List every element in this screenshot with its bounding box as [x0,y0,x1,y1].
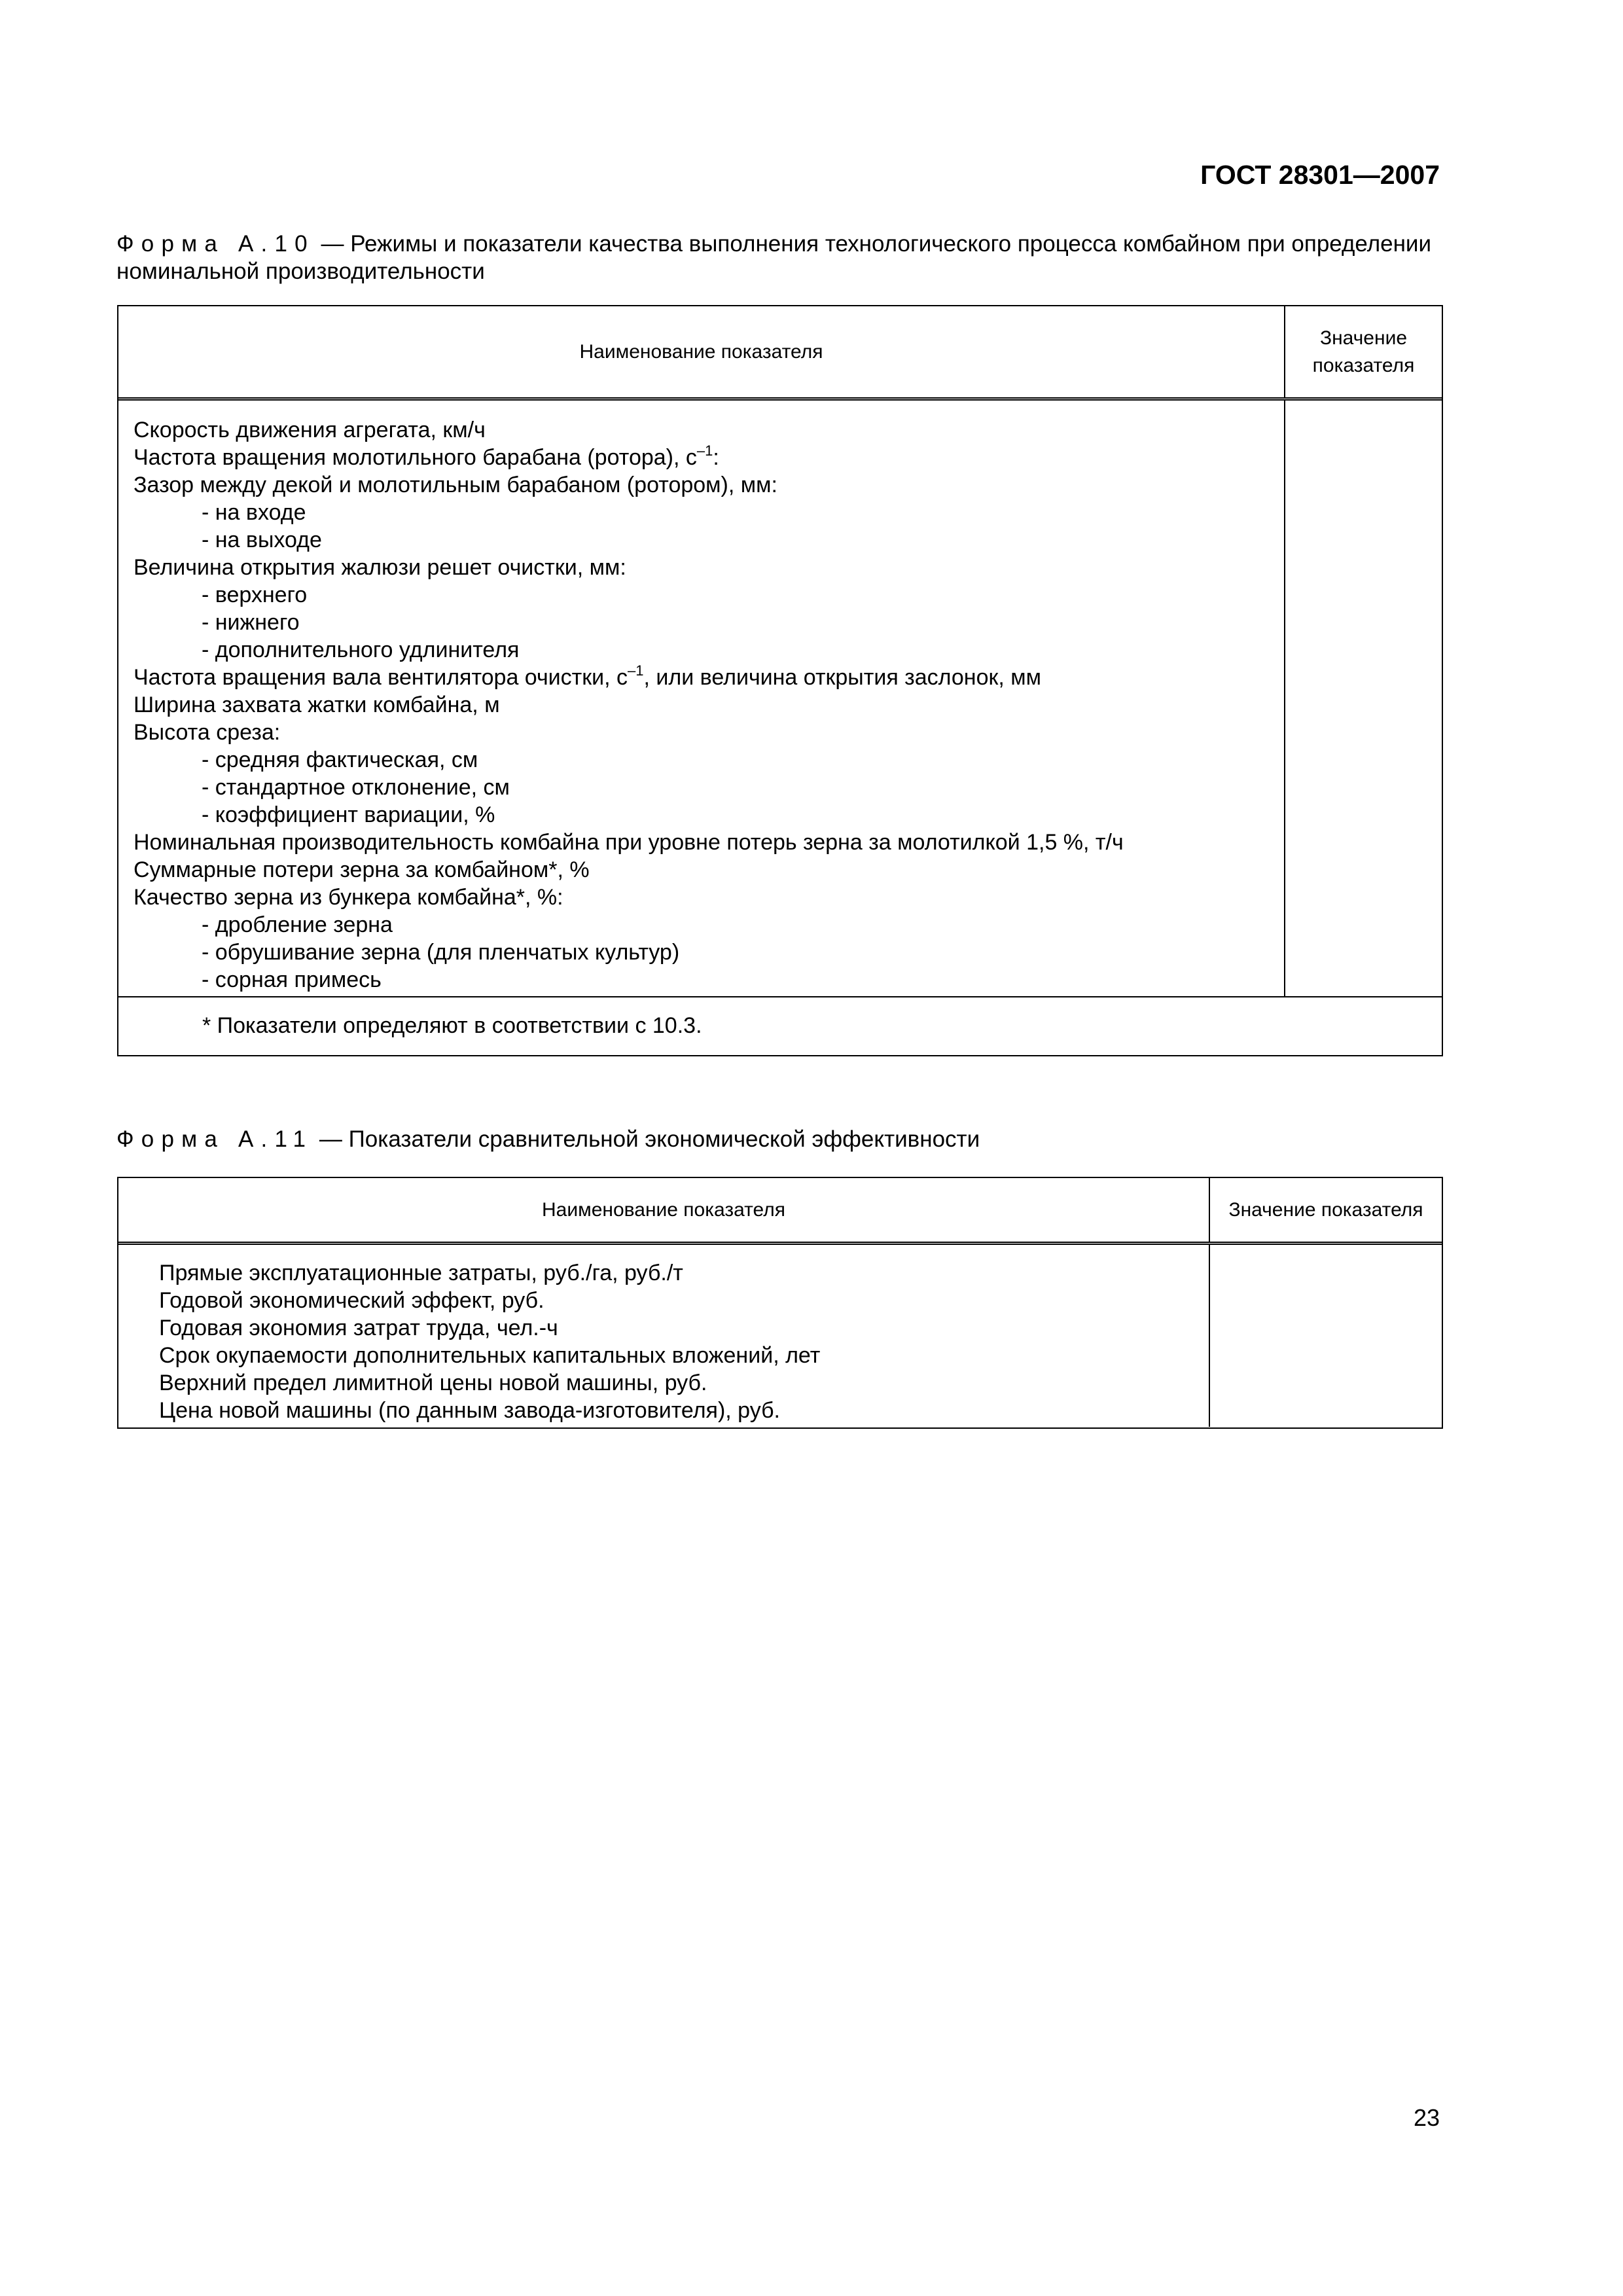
form-a10-title: — Режимы и показатели качества выполнения технологического процесса комбайном при определении номинальной производительности [116,231,1432,284]
indicator-row: Верхний предел лимитной цены новой машины, руб. [159,1371,707,1395]
indicator-text: Зазор между декой и молотильным барабаном (ротором), мм: [134,473,777,497]
indicator-row [134,746,1284,774]
indicator-text: - средняя фактическая, см [202,747,478,772]
indicator-row [134,499,1284,526]
value-cell [1285,401,1442,996]
indicator-row: Годовая экономия затрат труда, чел.-ч [159,1316,558,1340]
indicator-row [134,966,1284,994]
unit-exponent: –1 [628,662,644,679]
indicator-row [134,884,1284,911]
form-a11-table [117,1177,1443,1429]
indicator-text: Скорость движения агрегата, км/ч [134,418,486,442]
indicator-text: - коэффициент вариации, % [202,802,495,827]
indicator-text: Суммарные потери зерна за комбайном*, % [134,857,590,882]
indicator-row [134,856,1284,884]
indicator-row: Срок окупаемости дополнительных капитальных вложений, лет [159,1343,821,1368]
indicator-row [134,526,1284,554]
column-header-value: Значение показателя [1228,1198,1423,1221]
indicator-text: - на выходе [202,528,322,552]
indicator-row: Цена новой машины (по данным завода-изготовителя), руб. [159,1398,780,1423]
form-a10-caption [116,230,1441,285]
indicator-row [134,829,1284,856]
form-a11-label: Форма А.11 [116,1126,313,1152]
indicator-row [134,554,1284,581]
indicator-text: Частота вращения молотильного барабана (ротора), с [134,445,697,470]
indicator-row [134,774,1284,801]
indicator-row [134,801,1284,829]
form-a10-table [117,305,1443,1056]
column-header-value: Значение показателя [1312,327,1415,376]
unit-exponent: –1 [696,442,713,459]
indicator-row [134,581,1284,609]
table-body-row [118,401,1442,996]
indicator-row [134,911,1284,939]
value-cell [1210,1245,1442,1427]
form-a11-caption [116,1126,1441,1153]
form-a10-label: Форма А.10 [116,231,315,257]
column-header-name: Наименование показателя [118,306,1285,397]
indicator-text: - дополнительного удлинителя [202,637,520,662]
indicator-row [134,416,1284,444]
indicator-text: Частота вращения вала вентилятора очистки, с [134,665,628,690]
form-a11-title: — Показатели сравнительной экономической эффективности [313,1126,980,1152]
indicator-row [134,664,1284,691]
indicator-text: Ширина захвата жатки комбайна, м [134,692,500,717]
indicator-row [134,691,1284,719]
document-id: ГОСТ 28301—2007 [1200,160,1440,190]
indicator-text: - стандартное отклонение, см [202,775,510,800]
indicator-text: - верхнего [202,583,308,607]
table-body-row [118,1245,1442,1427]
table-footnote-row [118,996,1442,1053]
indicator-row [134,939,1284,966]
indicator-text: - на входе [202,500,306,525]
indicator-text: Качество зерна из бункера комбайна*, %: [134,885,563,910]
indicator-row [134,444,1284,471]
indicator-row: Прямые эксплуатационные затраты, руб./га, руб./т [159,1261,683,1285]
indicator-row [134,471,1284,499]
indicator-row: Годовой экономический эффект, руб. [159,1288,544,1313]
indicator-list [118,1245,1210,1427]
page-number: 23 [1413,2104,1440,2131]
indicator-text: Номинальная производительность комбайна при уровне потерь зерна за молотилкой 1,5 %, т/ч [134,830,1124,855]
indicator-row [134,609,1284,636]
indicator-list [118,401,1285,996]
indicator-row [134,719,1284,746]
indicator-text: - обрушивание зерна (для пленчатых культур) [202,940,680,965]
column-header-name: Наименование показателя [118,1178,1210,1242]
table-header-row [118,306,1442,401]
table-header-row [118,1178,1442,1245]
indicator-row [134,636,1284,664]
indicator-text: Высота среза: [134,720,281,745]
indicator-text: - дробление зерна [202,912,393,937]
footnote: * Показатели определяют в соответствии с 10.3. [202,1013,702,1038]
indicator-text-tail: : [713,445,719,470]
indicator-text-tail: , или величина открытия заслонок, мм [643,665,1042,690]
indicator-text: - сорная примесь [202,967,382,992]
indicator-text: - нижнего [202,610,300,635]
indicator-text: Величина открытия жалюзи решет очистки, мм: [134,555,626,580]
